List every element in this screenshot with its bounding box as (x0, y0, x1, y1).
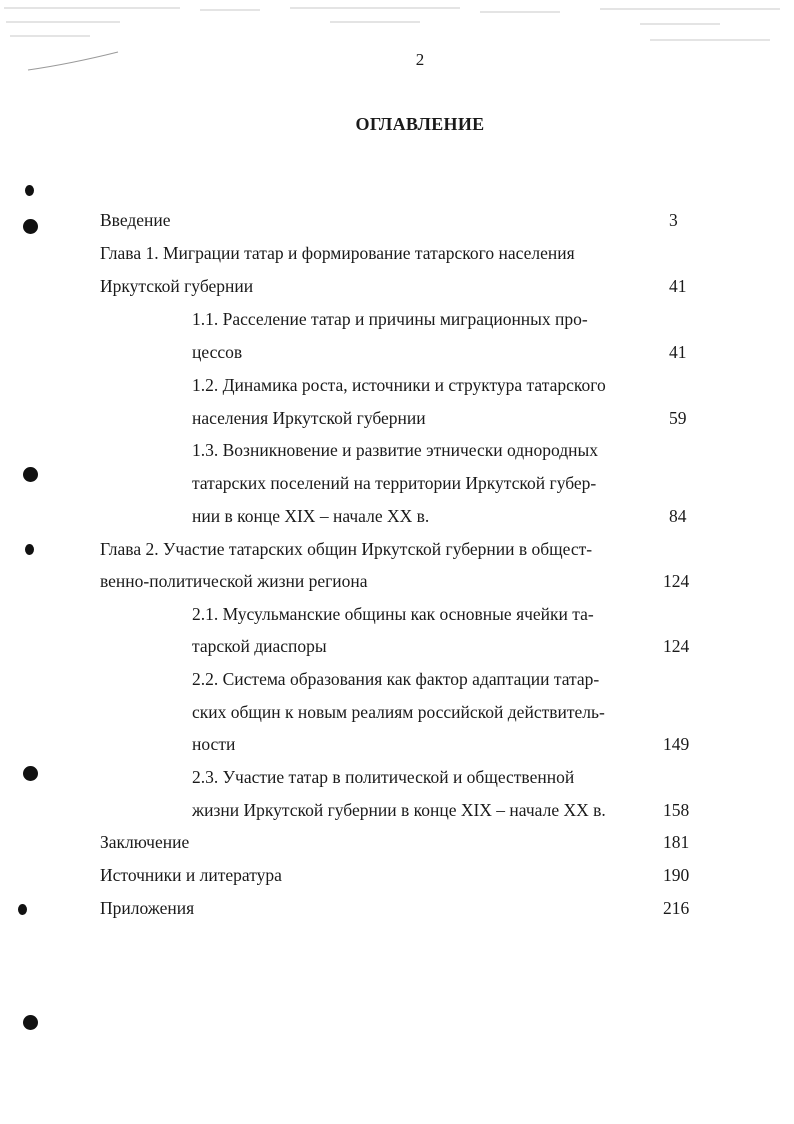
toc-section-2-2-line2: ских общин к новым реалиям российской действитель- (192, 702, 605, 722)
toc-section-2-3-line2: жизни Иркутской губернии в конце XIX – начале XX в. (192, 800, 606, 820)
toc-section-1-1-line2: цессов (192, 342, 243, 362)
toc-chapter-1-line2: Иркутской губернии (100, 276, 254, 296)
toc-entry-intro: Введение (100, 210, 171, 230)
toc-page-section-2-3: 158 (663, 800, 690, 820)
toc-section-1-3-line1: 1.3. Возникновение и развитие этнически однородных (192, 440, 599, 460)
toc-chapter-2-line1: Глава 2. Участие татарских общин Иркутской губернии в общест- (100, 539, 593, 559)
toc-chapter-1-line1: Глава 1. Миграции татар и формирование татарского населения (100, 243, 575, 263)
toc-section-1-2-line2: населения Иркутской губернии (192, 408, 426, 428)
toc-title: ОГЛАВЛЕНИЕ (355, 114, 485, 134)
toc-entry-conclusion: Заключение (100, 832, 190, 852)
margin-blot (18, 904, 27, 915)
toc-chapter-2-line2: венно-политической жизни региона (100, 571, 368, 591)
margin-blot (25, 185, 34, 196)
hole-punch-mark (23, 467, 38, 482)
toc-page-appendix: 216 (663, 898, 690, 918)
toc-page-chapter-1: 41 (669, 276, 687, 296)
toc-page-chapter-2: 124 (663, 571, 690, 591)
toc-entry-appendix: Приложения (100, 898, 195, 918)
margin-blot (25, 544, 34, 555)
hole-punch-mark (23, 766, 38, 781)
toc-page-section-1-1: 41 (669, 342, 687, 362)
toc-page-sources: 190 (663, 865, 690, 885)
toc-section-1-3-line2: татарских поселений на территории Иркутской губер- (192, 473, 597, 493)
hole-punch-mark (23, 1015, 38, 1030)
page-number: 2 (415, 50, 425, 69)
toc-section-2-1-line2: тарской диаспоры (192, 636, 327, 656)
toc-page-section-2-1: 124 (663, 636, 690, 656)
toc-section-2-2-line1: 2.2. Система образования как фактор адаптации татар- (192, 669, 600, 689)
toc-section-1-2-line1: 1.2. Динамика роста, источники и структура татарского (192, 375, 606, 395)
toc-page-conclusion: 181 (663, 832, 690, 852)
toc-page-section-1-3: 84 (669, 506, 687, 526)
toc-section-1-1-line1: 1.1. Расселение татар и причины миграционных про- (192, 309, 588, 329)
toc-page-section-1-2: 59 (669, 408, 687, 428)
toc-page-section-2-2: 149 (663, 734, 690, 754)
scan-artifacts (0, 0, 794, 90)
toc-section-1-3-line3: нии в конце XIX – начале XX в. (192, 506, 430, 526)
toc-page-intro: 3 (669, 210, 678, 230)
toc-section-2-2-line3: ности (192, 734, 236, 754)
toc-section-2-1-line1: 2.1. Мусульманские общины как основные ячейки та- (192, 604, 594, 624)
hole-punch-mark (23, 219, 38, 234)
toc-section-2-3-line1: 2.3. Участие татар в политической и общественной (192, 767, 575, 787)
toc-entry-sources: Источники и литература (100, 865, 282, 885)
